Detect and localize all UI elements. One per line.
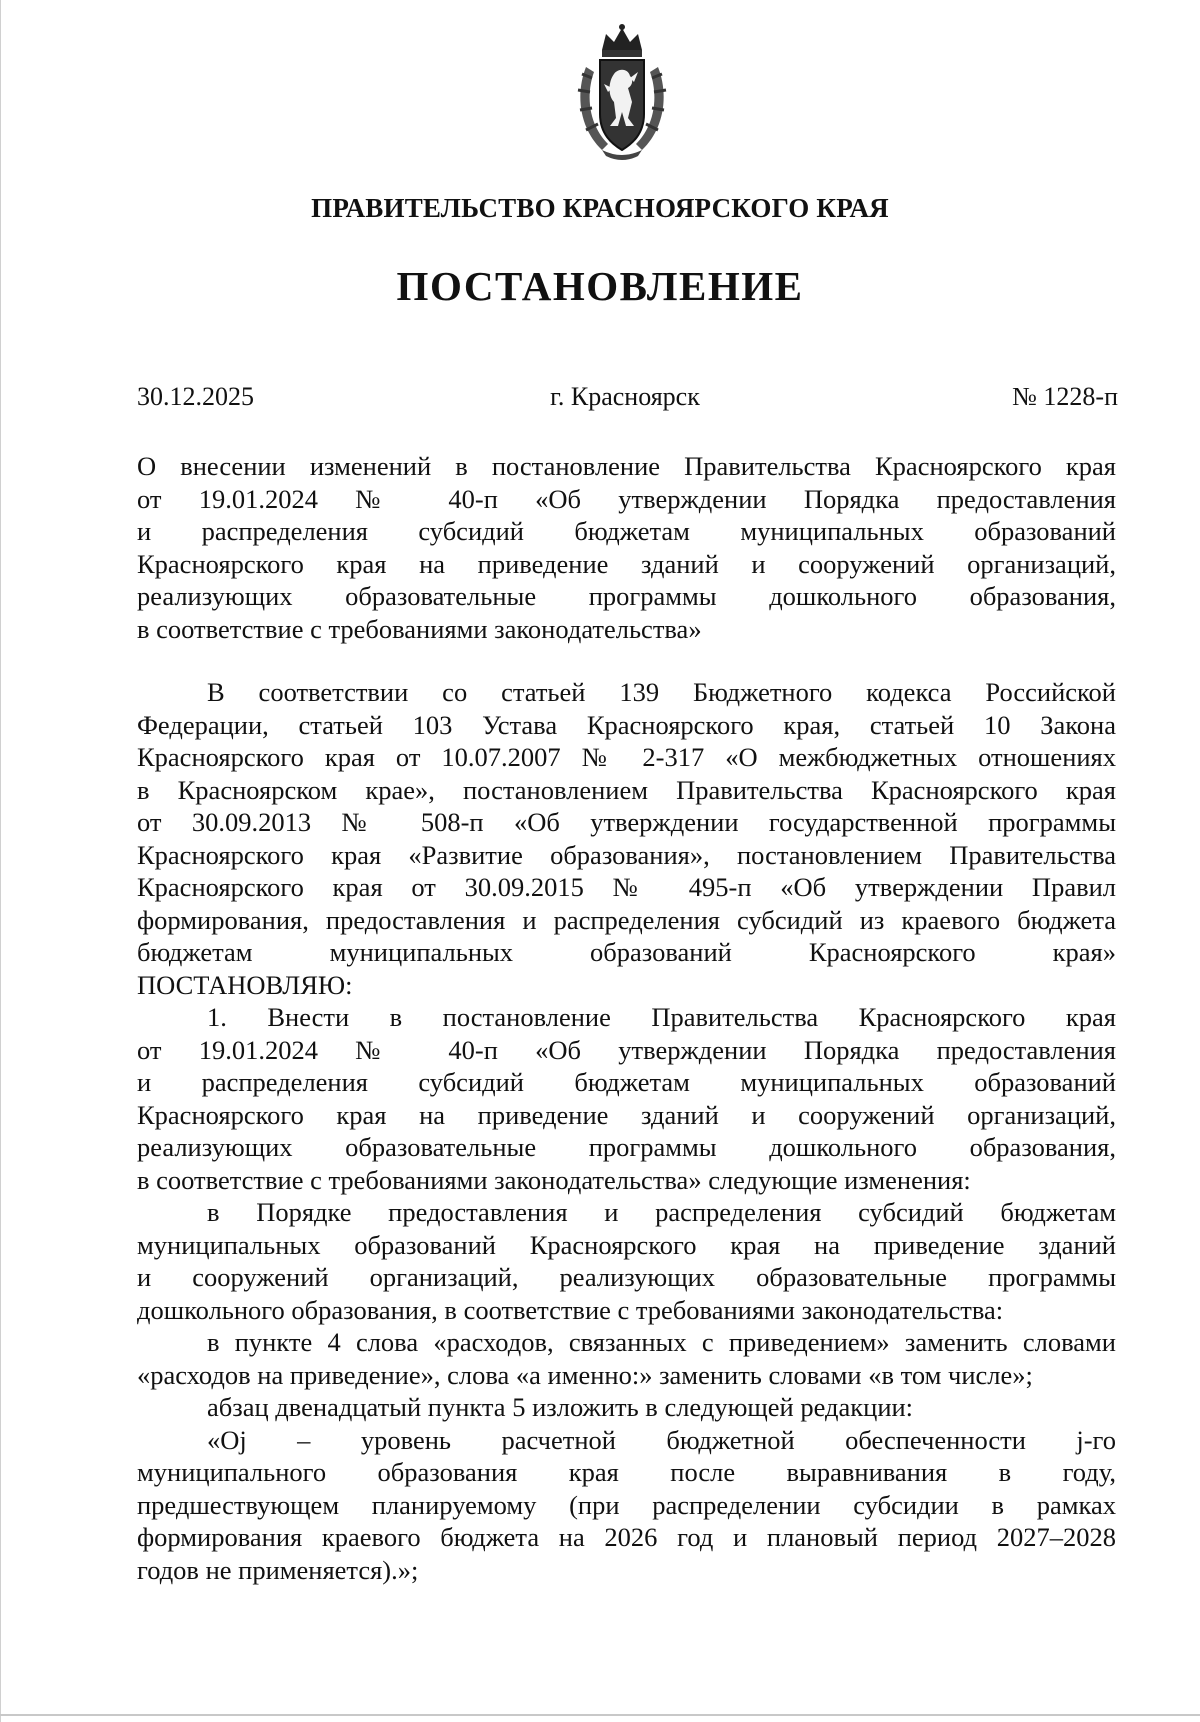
item1-line: и распределения субсидий бюджетам муниципальных образований xyxy=(137,1067,1116,1097)
order-line: и сооружений организаций, реализующих образовательные программы xyxy=(137,1262,1116,1292)
point4-line: в пункте 4 слова «расходов, связанных с приведением» заменить словами xyxy=(207,1327,1116,1357)
item1-line: 1. Внести в постановление Правительства Красноярского края xyxy=(207,1002,1116,1032)
item1-line: от 19.01.2024 № 40-п «Об утверждении Порядка предоставления xyxy=(137,1034,1116,1065)
title-line: от 19.01.2024 № 40-п «Об утверждении Порядка предоставления xyxy=(137,483,1116,514)
document-date: 30.12.2025 xyxy=(137,382,254,411)
document-number: № 1228-п xyxy=(1012,382,1118,411)
order-line: дошкольного образования, в соответствие с требованиями законодательства: xyxy=(137,1294,1004,1325)
document-city: г. Красноярск xyxy=(550,382,700,411)
scan-edge-bottom xyxy=(0,1714,1200,1716)
order-line: муниципальных образований Красноярского края на приведение зданий xyxy=(137,1229,1116,1260)
title-line: и распределения субсидий бюджетам муниципальных образований xyxy=(137,516,1116,546)
formula-line: муниципального образования края после выравнивания в году, xyxy=(137,1457,1116,1487)
document-body xyxy=(137,676,1116,1586)
point4-line: «расходов на приведение», слова «а именно:» заменить словами «в том числе»; xyxy=(137,1359,1033,1390)
item1-line: Красноярского края на приведение зданий и сооружений организаций, xyxy=(137,1099,1116,1130)
formula-line: предшествующем планируемому (при распределении субсидии в рамках xyxy=(137,1489,1116,1520)
preamble-line: в Красноярском крае», постановлением Правительства Красноярского края xyxy=(137,774,1116,805)
preamble-line: Красноярского края от 10.07.2007 № 2-317 «О межбюджетных отношениях xyxy=(137,742,1116,772)
preamble-line: Красноярского края «Развитие образования», постановлением Правительства xyxy=(137,839,1116,870)
preamble-line: Красноярского края от 30.09.2015 № 495-п «Об утверждении Правил xyxy=(137,872,1116,902)
title-line: в соответствие с требованиями законодательства» xyxy=(137,613,702,644)
decree-word: ПОСТАНОВЛЯЮ: xyxy=(137,969,353,1000)
formula-line: «Oj – уровень расчетной бюджетной обеспеченности j-го xyxy=(207,1424,1116,1455)
item1-line: реализующих образовательные программы дошкольного образования, xyxy=(137,1132,1116,1162)
title-line: О внесении изменений в постановление Правительства Красноярского края xyxy=(137,451,1116,481)
item1-line: в соответствие с требованиями законодательства» следующие изменения: xyxy=(137,1164,971,1195)
formula-line: годов не применяется).»; xyxy=(137,1554,419,1585)
title-line: Красноярского края на приведение зданий и сооружений организаций, xyxy=(137,548,1116,579)
preamble-line: от 30.09.2013 № 508-п «Об утверждении государственной программы xyxy=(137,807,1116,837)
coat-of-arms-icon xyxy=(572,22,672,162)
scan-edge-left xyxy=(0,0,1,1722)
title-line: реализующих образовательные программы дошкольного образования, xyxy=(137,581,1116,611)
formula-line: формирования краевого бюджета на 2026 год и плановый период 2027–2028 xyxy=(137,1522,1116,1552)
preamble-line: Федерации, статьей 103 Устава Красноярского края, статьей 10 Закона xyxy=(137,709,1116,740)
preamble-line: бюджетам муниципальных образований Красноярского края» xyxy=(137,937,1116,967)
document-type: ПОСТАНОВЛЕНИЕ xyxy=(396,263,804,309)
organization-name: ПРАВИТЕЛЬСТВО КРАСНОЯРСКОГО КРАЯ xyxy=(311,193,889,223)
preamble-line: формирования, предоставления и распределения субсидий из краевого бюджета xyxy=(137,904,1116,935)
order-line: в Порядке предоставления и распределения субсидий бюджетам xyxy=(207,1197,1116,1227)
preamble-line: В соответствии со статьей 139 Бюджетного кодекса Российской xyxy=(207,677,1116,707)
point5-intro: абзац двенадцатый пункта 5 изложить в следующей редакции: xyxy=(207,1392,914,1422)
document-title xyxy=(137,450,1116,645)
